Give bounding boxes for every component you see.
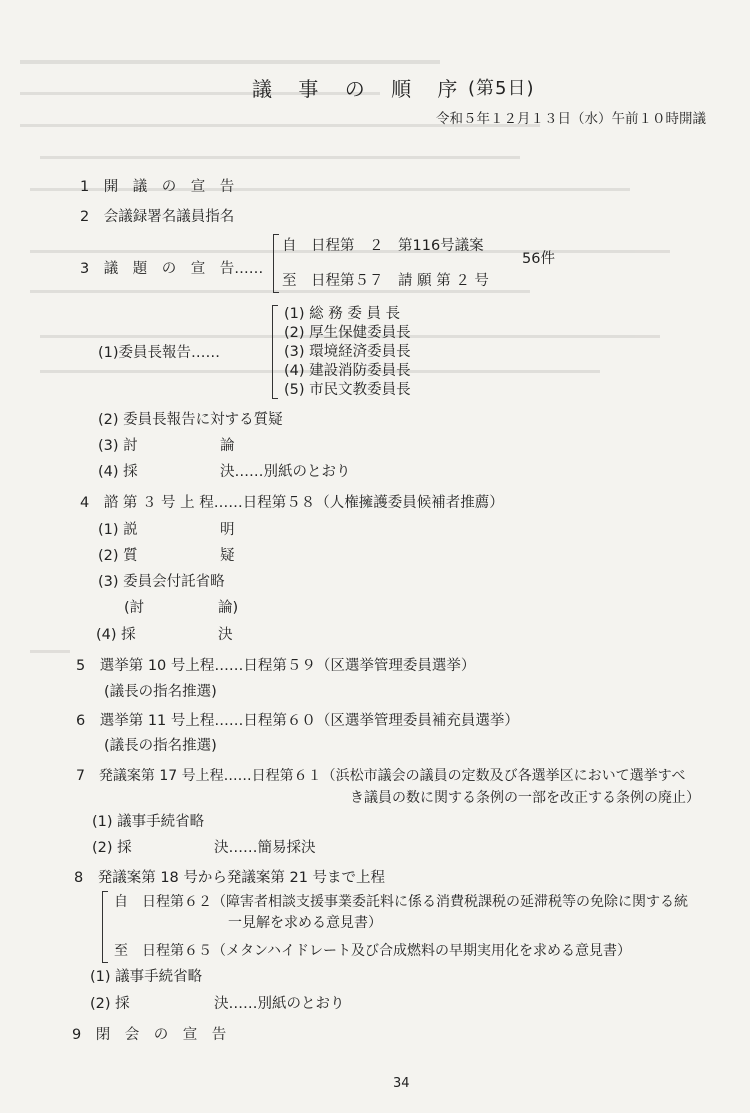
committee-2: (2) 厚生保健委員長 xyxy=(284,325,411,341)
item-3: 3 議 題 の 宣 告…… xyxy=(80,261,264,277)
item-6-sub: (議長の指名推選) xyxy=(104,738,217,754)
item-3-3-label: (3) 討 xyxy=(98,438,138,454)
item-7-cont: き議員の数に関する条例の一部を改正する条例の廃止） xyxy=(350,790,700,806)
item-8-2-label: (2) 採 xyxy=(90,996,130,1012)
item-3-4-label: (4) 採 xyxy=(98,464,138,480)
item-3-to: 至 日程第５７ 請 願 第 ２ 号 xyxy=(282,273,489,289)
range-bracket-8 xyxy=(102,891,108,963)
item-3-4-value: 決……別紙のとおり xyxy=(220,464,351,480)
item-6: 6 選挙第 11 号上程……日程第６０（区選挙管理委員補充員選挙） xyxy=(76,713,519,729)
item-8: 8 発議案第 18 号から発議案第 21 号まで上程 xyxy=(74,870,386,886)
item-7: 7 発議案第 17 号上程……日程第６１（浜松市議会の議員の定数及び各選挙区において選挙すべ xyxy=(76,768,686,784)
committee-bracket xyxy=(272,305,278,399)
item-4-2-value: 疑 xyxy=(220,548,235,564)
item-7-2-value: 決……簡易採決 xyxy=(214,840,316,856)
session-date: 令和５年１２月１３日（水）午前１０時開議 xyxy=(436,111,706,127)
item-3-count: 56件 xyxy=(522,251,555,267)
item-3-1: (1)委員長報告…… xyxy=(98,345,221,361)
range-bracket xyxy=(273,234,279,293)
item-8-to: 至 日程第６５（メタンハイドレート及び合成燃料の早期実用化を求める意見書） xyxy=(114,943,632,959)
item-8-1: (1) 議事手続省略 xyxy=(90,969,203,985)
item-4-4-value: 決 xyxy=(218,627,233,643)
page-number: 34 xyxy=(393,1076,410,1091)
item-9: 9 閉 会 の 宣 告 xyxy=(72,1027,227,1043)
item-4-3-sub-value: 論) xyxy=(218,600,239,616)
session-label: (第5日) xyxy=(468,78,535,99)
item-3-2: (2) 委員長報告に対する質疑 xyxy=(98,412,283,428)
item-7-2-label: (2) 採 xyxy=(92,840,132,856)
item-8-2-value: 決……別紙のとおり xyxy=(214,996,345,1012)
committee-3: (3) 環境経済委員長 xyxy=(284,344,411,360)
item-8-from: 自 日程第６２（障害者相談支援事業委託料に係る消費税課税の延滞税等の免除に関する統 xyxy=(114,894,688,910)
item-7-1: (1) 議事手続省略 xyxy=(92,814,205,830)
item-5-sub: (議長の指名推選) xyxy=(104,684,217,700)
item-5: 5 選挙第 10 号上程……日程第５９（区選挙管理委員選挙） xyxy=(76,658,476,674)
committee-4: (4) 建設消防委員長 xyxy=(284,363,411,379)
item-4-4-label: (4) 採 xyxy=(96,627,136,643)
item-4-1-value: 明 xyxy=(220,522,235,538)
item-4-1-label: (1) 説 xyxy=(98,522,138,538)
committee-1: (1) 総 務 委 員 長 xyxy=(284,306,401,322)
item-8-from-cont: 一見解を求める意見書） xyxy=(228,915,382,931)
item-4-3-sub-label: (討 xyxy=(124,600,145,616)
item-4-2-label: (2) 質 xyxy=(98,548,138,564)
item-4-3: (3) 委員会付託省略 xyxy=(98,574,225,590)
item-3-3-value: 論 xyxy=(220,438,235,454)
item-3-from: 自 日程第 ２ 第116号議案 xyxy=(282,238,484,254)
item-2: 2 会議録署名議員指名 xyxy=(80,209,235,225)
page-title: 議 事 の 順 序 xyxy=(252,77,468,101)
committee-5: (5) 市民文教委員長 xyxy=(284,382,411,398)
item-4: 4 諮 第 ３ 号 上 程……日程第５８（人権擁護委員候補者推薦） xyxy=(80,495,504,511)
item-1: 1 開 議 の 宣 告 xyxy=(80,179,235,195)
